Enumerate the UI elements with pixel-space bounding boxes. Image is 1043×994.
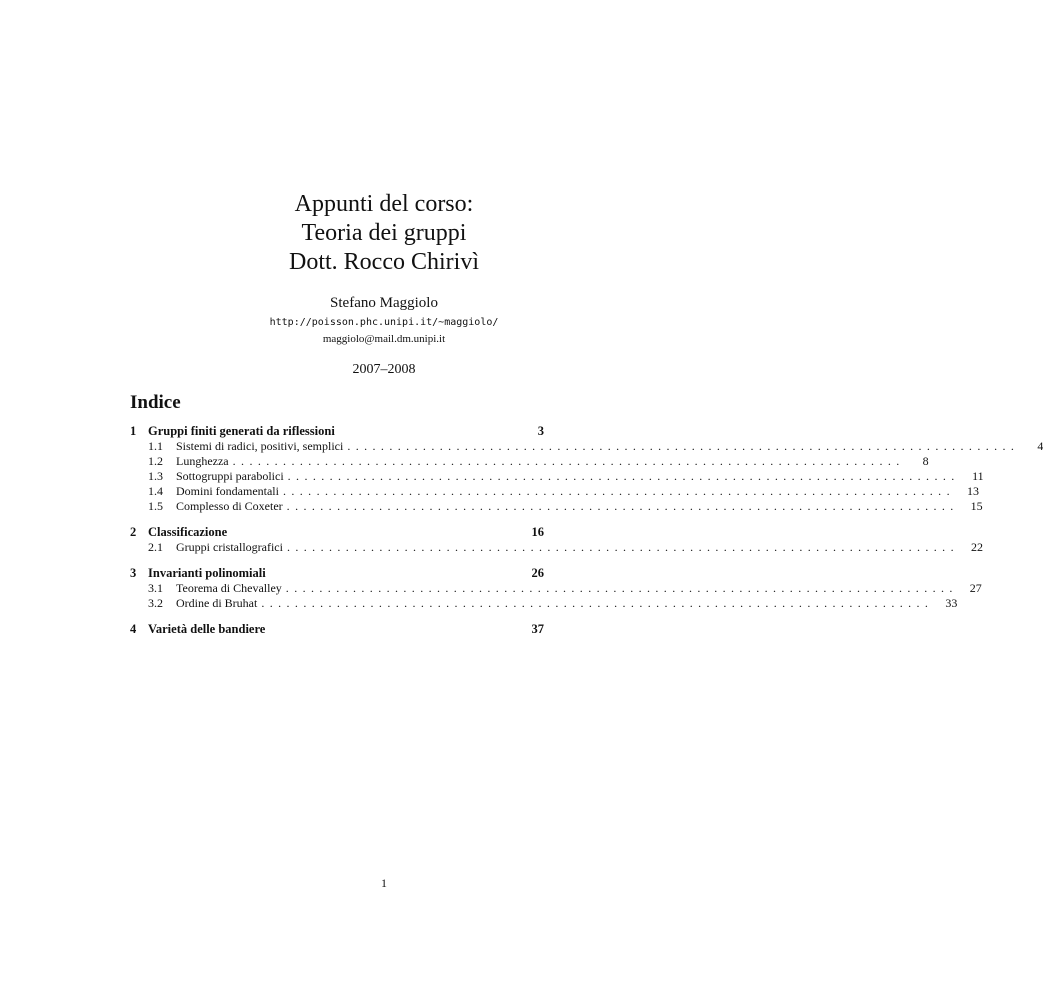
section-page: 13: [966, 484, 979, 498]
toc-chapter: [130, 622, 544, 637]
toc-chapter-row[interactable]: [130, 525, 544, 540]
chapter-number: 1: [130, 424, 137, 438]
toc-section-row[interactable]: [130, 581, 982, 596]
page-number: 1: [381, 876, 387, 890]
section-page: 11: [972, 469, 984, 483]
section-page: 27: [969, 581, 982, 595]
chapter-page: 37: [531, 622, 544, 636]
toc-section-row[interactable]: [130, 484, 979, 499]
toc-section-row[interactable]: [130, 596, 958, 611]
dot-leader: ................................................................................: [347, 439, 1020, 453]
section-number: 3.2: [148, 596, 163, 610]
section-page: 4: [1037, 439, 1043, 453]
chapter-title: Varietà delle bandiere: [148, 622, 266, 636]
section-number: 1.1: [148, 439, 163, 453]
section-title: Lunghezza: [176, 454, 229, 468]
chapter-number: 3: [130, 566, 137, 580]
chapter-title: Gruppi finiti generati da riflessioni: [148, 424, 335, 438]
chapter-page: 26: [531, 566, 544, 580]
chapter-number: 4: [130, 622, 137, 636]
section-page: 8: [922, 454, 929, 468]
toc-section-row[interactable]: [130, 540, 983, 555]
section-number: 1.4: [148, 484, 163, 498]
toc-chapter: [130, 424, 1043, 514]
chapter-page: 16: [531, 525, 544, 539]
section-title: Domini fondamentali: [176, 484, 279, 498]
chapter-page: 3: [537, 424, 544, 438]
toc-chapter: [130, 525, 983, 555]
section-page: 33: [945, 596, 958, 610]
dot-leader: ................................................................................: [261, 596, 934, 610]
section-number: 3.1: [148, 581, 163, 595]
toc-heading: Indice: [130, 392, 181, 413]
dot-leader: ................................................................................: [286, 540, 959, 554]
toc-chapter-row[interactable]: [130, 566, 544, 581]
section-title: Teorema di Chevalley: [176, 581, 282, 595]
dot-leader: ................................................................................: [286, 499, 959, 513]
chapter-title: Invarianti polinomiali: [148, 566, 266, 580]
section-page: 22: [970, 540, 983, 554]
author-url: http://poisson.phc.unipi.it/~maggiolo/: [269, 317, 499, 328]
title-line-2: Teoria dei gruppi: [301, 220, 467, 246]
section-number: 1.3: [148, 469, 163, 483]
section-title: Gruppi cristallografici: [176, 540, 283, 554]
dot-leader: ................................................................................: [282, 484, 955, 498]
author-email: maggiolo@mail.dm.unipi.it: [322, 333, 446, 345]
dot-leader: ................................................................................: [232, 454, 905, 468]
toc-section-row[interactable]: [130, 469, 984, 484]
chapter-title: Classificazione: [148, 525, 228, 539]
title-block: [0, 190, 768, 378]
title-line-1: Appunti del corso:: [294, 191, 474, 217]
dot-leader: ................................................................................: [287, 469, 960, 483]
section-page: 15: [970, 499, 983, 513]
toc-chapter-row[interactable]: [130, 424, 544, 439]
toc-chapter: [130, 566, 982, 611]
section-title: Ordine di Bruhat: [176, 596, 258, 610]
chapter-number: 2: [130, 525, 137, 539]
toc-section-row[interactable]: [130, 499, 983, 514]
section-number: 1.2: [148, 454, 163, 468]
table-of-contents: [130, 392, 1043, 648]
toc-section-row[interactable]: [130, 439, 1043, 454]
section-title: Sistemi di radici, positivi, semplici: [176, 439, 344, 453]
title-line-3: Dott. Rocco Chirivì: [289, 249, 479, 275]
section-number: 2.1: [148, 540, 163, 554]
toc-chapter-row[interactable]: [130, 622, 544, 637]
dot-leader: ................................................................................: [285, 581, 958, 595]
section-number: 1.5: [148, 499, 163, 513]
author-name: Stefano Maggiolo: [330, 295, 438, 311]
toc-section-row[interactable]: [130, 454, 929, 469]
section-title: Complesso di Coxeter: [176, 499, 283, 513]
academic-years: 2007–2008: [352, 362, 416, 377]
section-title: Sottogruppi parabolici: [176, 469, 284, 483]
